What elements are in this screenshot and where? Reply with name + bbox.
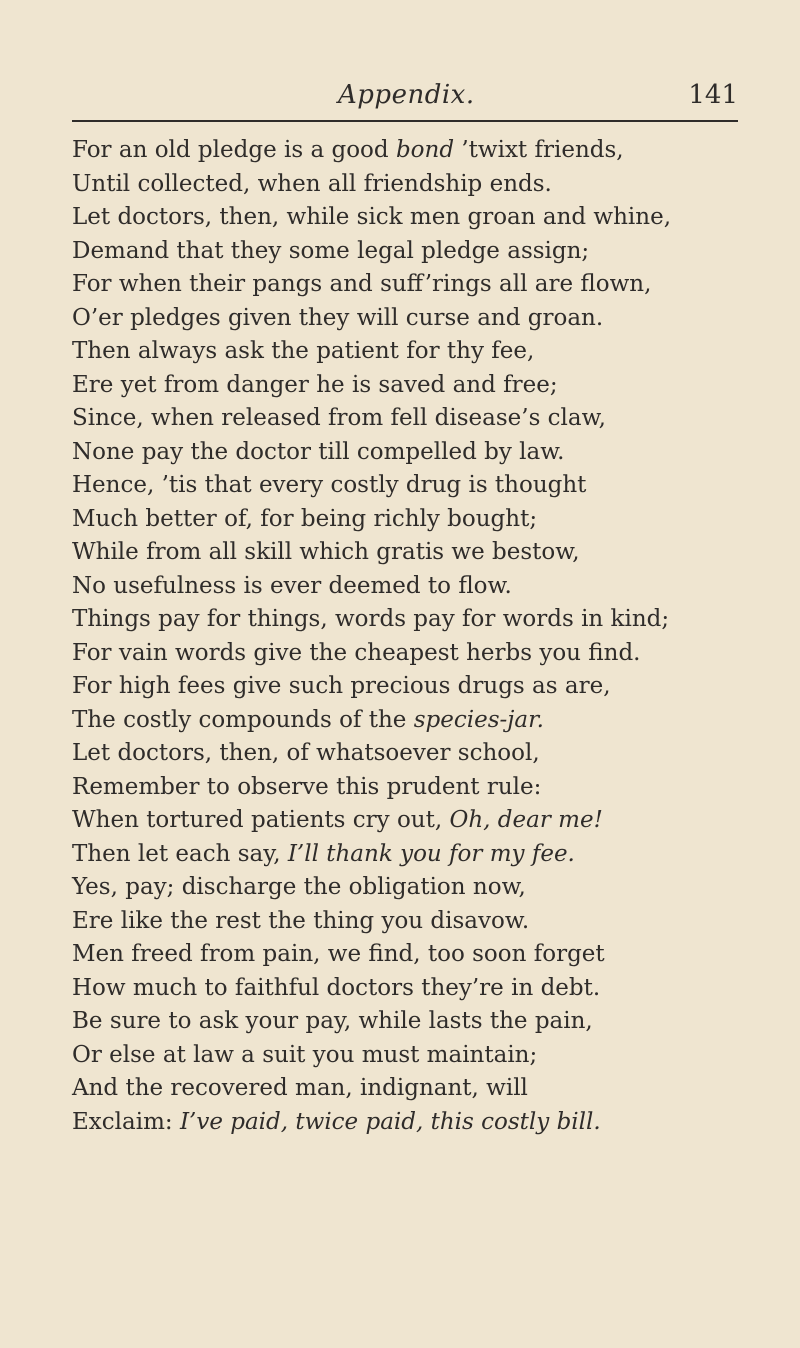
poem-line xyxy=(72,402,762,436)
line-text: Then always ask the patient for thy fee, xyxy=(72,338,535,364)
line-text: Much better of, for being richly bought; xyxy=(72,505,538,532)
poem-line xyxy=(72,871,762,905)
poem-line xyxy=(72,938,762,972)
poem-line xyxy=(72,268,762,302)
line-text: Let doctors, then, while sick men groan and whine, xyxy=(72,204,672,230)
line-text: And the recovered man, indignant, will xyxy=(72,1075,528,1101)
poem-line xyxy=(72,369,762,403)
poem-line xyxy=(72,838,762,872)
line-text: For when their pangs and suff’rings all are flown, xyxy=(72,271,652,297)
line-text: Until collected, when all friendship ends. xyxy=(72,170,552,197)
line-text: No usefulness is ever deemed to flow. xyxy=(72,572,512,599)
poem-line xyxy=(72,436,762,470)
line-text: None pay the doctor till compelled by law. xyxy=(72,438,565,465)
line-text: Exclaim: xyxy=(72,1108,180,1135)
poem-line xyxy=(72,1005,762,1039)
poem-body xyxy=(72,134,762,1139)
poem-line xyxy=(72,235,762,269)
poem-line xyxy=(72,1072,762,1106)
line-text: For an old pledge is a good xyxy=(72,137,396,163)
poem-line xyxy=(72,905,762,939)
line-text: The costly compounds of the xyxy=(72,706,414,733)
line-text: Ere like the rest the thing you disavow. xyxy=(72,907,530,934)
line-text: When tortured patients cry out, xyxy=(72,807,450,833)
line-text: Ere yet from danger he is saved and free; xyxy=(72,371,558,398)
poem-line xyxy=(72,1039,762,1073)
poem-line xyxy=(72,771,762,805)
line-text: Hence, ’tis that every costly drug is thought xyxy=(72,472,587,498)
poem-line xyxy=(72,704,762,738)
poem-line xyxy=(72,737,762,771)
italic-text: bond xyxy=(395,137,455,163)
poem-line xyxy=(72,469,762,503)
line-text: For vain words give the cheapest herbs you find. xyxy=(72,639,641,666)
line-text: Then let each say, xyxy=(72,840,288,867)
italic-text: I’ll thank you for my fee. xyxy=(287,840,575,867)
italic-text: I’ve paid, twice paid, this costly bill. xyxy=(179,1108,601,1135)
poem-line xyxy=(72,670,762,704)
poem-line xyxy=(72,536,762,570)
italic-text: Oh, dear me! xyxy=(449,807,603,833)
line-text: For high fees give such precious drugs as are, xyxy=(72,673,611,699)
poem-line xyxy=(72,503,762,537)
poem-line xyxy=(72,302,762,336)
poem-line xyxy=(72,972,762,1006)
poem-line xyxy=(72,804,762,838)
italic-text: species-jar. xyxy=(413,706,544,733)
poem-line xyxy=(72,603,762,637)
poem-line xyxy=(72,201,762,235)
poem-line xyxy=(72,1106,762,1140)
poem-line xyxy=(72,134,762,168)
page-number: 141 xyxy=(688,80,738,110)
line-text: Let doctors, then, of whatsoever school, xyxy=(72,740,540,766)
poem-line xyxy=(72,637,762,671)
line-text: While from all skill which gratis we bestow, xyxy=(72,539,580,565)
line-text: Or else at law a suit you must maintain; xyxy=(72,1041,538,1068)
line-text: Yes, pay; discharge the obligation now, xyxy=(72,874,526,900)
line-text: Remember to observe this prudent rule: xyxy=(72,773,542,800)
line-text: Demand that they some legal pledge assign; xyxy=(72,237,590,264)
poem-line xyxy=(72,168,762,202)
line-text: Be sure to ask your pay, while lasts the pain, xyxy=(72,1008,593,1034)
header-rule xyxy=(72,120,738,122)
page-header xyxy=(280,80,738,116)
line-text: Since, when released from fell disease’s claw, xyxy=(72,405,606,431)
running-head: Appendix. xyxy=(338,80,475,110)
poem-line xyxy=(72,570,762,604)
line-text: Men freed from pain, we find, too soon forget xyxy=(72,941,605,967)
line-text: Things pay for things, words pay for words in kind; xyxy=(72,606,670,632)
line-text: O’er pledges given they will curse and groan. xyxy=(72,304,604,331)
poem-line xyxy=(72,335,762,369)
line-text: How much to faithful doctors they’re in debt. xyxy=(72,974,601,1001)
line-text: ’twixt friends, xyxy=(454,137,624,163)
